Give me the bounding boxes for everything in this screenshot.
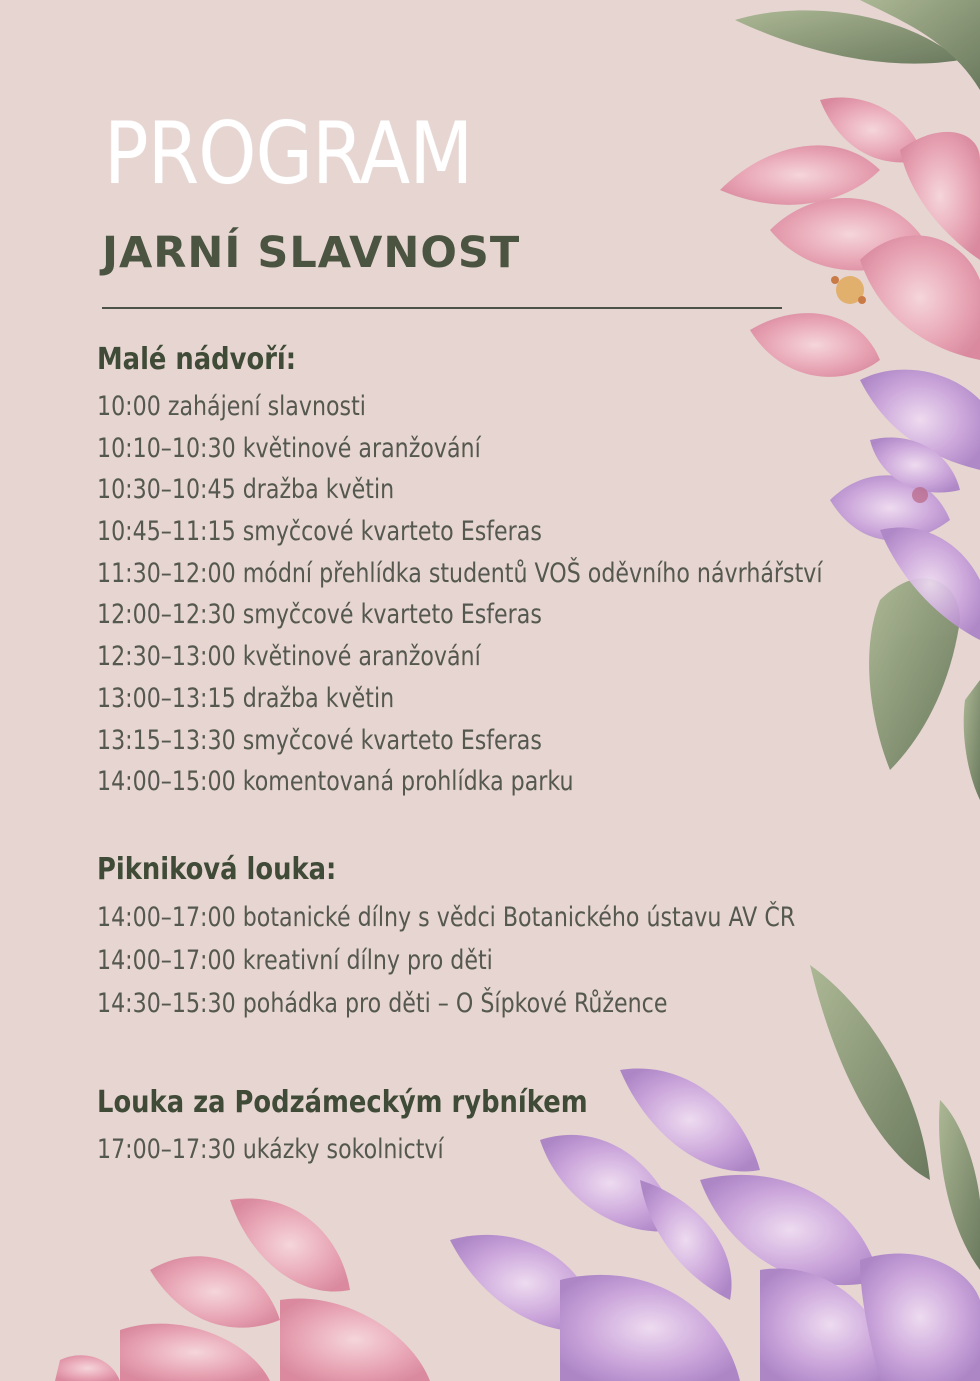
schedule-item: 13:00–13:15 dražba květin [97, 682, 395, 714]
schedule-item: 13:15–13:30 smyčcové kvarteto Esferas [97, 724, 542, 756]
pink-lily-icon [55, 1198, 430, 1381]
schedule-item: 14:00–17:00 kreativní dílny pro děti [97, 945, 493, 976]
pink-lily-icon [720, 98, 980, 377]
schedule-item: 10:10–10:30 květinové aranžování [97, 432, 481, 464]
schedule-item: 10:00 zahájení slavnosti [97, 391, 366, 422]
section-male-nadvori [97, 340, 980, 803]
title-divider [102, 307, 782, 309]
section-heading: Pikniková louka: [97, 852, 337, 887]
schedule-list [97, 386, 980, 803]
page-subtitle: JARNÍ SLAVNOST [102, 228, 521, 278]
schedule-item: 12:00–12:30 smyčcové kvarteto Esferas [97, 599, 542, 631]
schedule-list [97, 1129, 667, 1171]
schedule-item: 14:00–15:00 komentovaná prohlídka parku [97, 766, 574, 798]
section-heading: Louka za Podzámeckým rybníkem [97, 1085, 588, 1120]
section-heading: Malé nádvoří: [97, 342, 297, 377]
schedule-item: 10:45–11:15 smyčcové kvarteto Esferas [97, 516, 542, 548]
schedule-item: 14:30–15:30 pohádka pro děti – O Šípkové Růžence [97, 988, 668, 1019]
section-louka-za-rybnikem [97, 1083, 667, 1171]
schedule-item: 12:30–13:00 květinové aranžování [97, 641, 481, 673]
schedule-list [97, 896, 948, 1025]
schedule-item: 10:30–10:45 dražba květin [97, 474, 395, 506]
schedule-item: 14:00–17:00 botanické dílny s vědci Botanického ústavu AV ČR [97, 902, 796, 933]
schedule-item: 11:30–12:00 módní přehlídka studentů VOŠ oděvního návrhářství [97, 557, 823, 589]
page-title: PROGRAM [104, 104, 473, 204]
section-piknikova-louka [97, 850, 948, 1025]
schedule-item: 17:00–17:30 ukázky sokolnictví [97, 1134, 444, 1165]
